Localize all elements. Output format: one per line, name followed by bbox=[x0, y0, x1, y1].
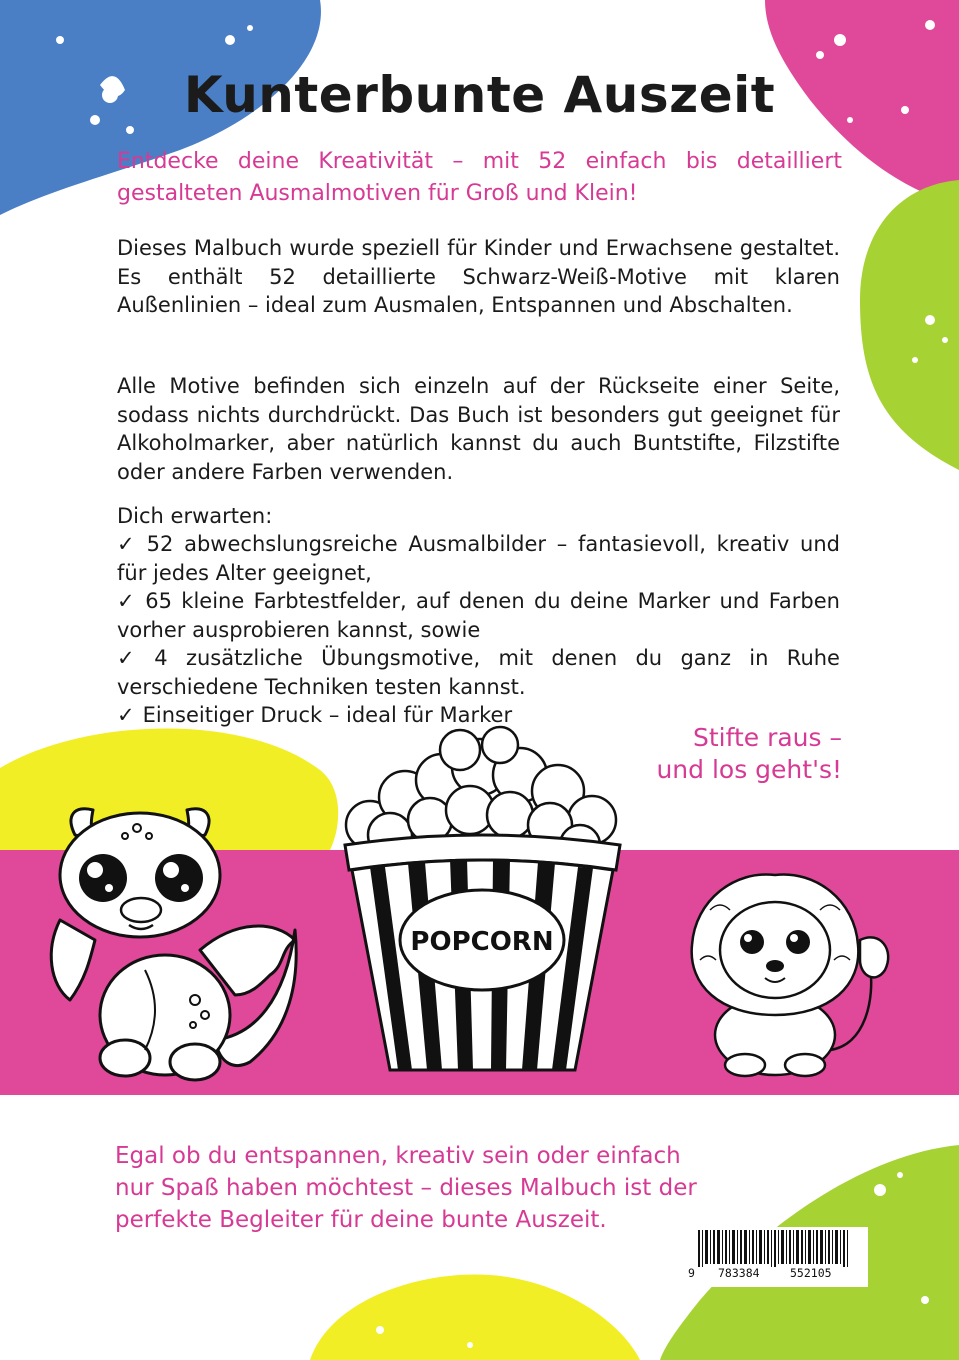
cta-line-1: Stifte raus – bbox=[692, 723, 842, 752]
cta-line-2: und los geht's! bbox=[656, 755, 842, 784]
check-mark-icon: ✓ bbox=[117, 646, 147, 670]
popcorn-bucket-icon bbox=[330, 725, 635, 1075]
lion-cub-icon bbox=[680, 870, 905, 1080]
feature-item: ✓ 4 zusätzliche Übungsmotive, mit denen du ganz in Ruhe verschiedene Techniken testen kannst. bbox=[117, 646, 840, 699]
description-paragraph-2: Alle Motive befinden sich einzeln auf der Rückseite einer Seite, sodass nichts durchdrückt. Das Buch ist besonders gut geeignet für Alkoholmarker, aber natürlich kannst du auch Buntstifte, Filzstifte oder andere Farben verwenden. bbox=[117, 374, 840, 484]
isbn-right-group: 552105 bbox=[790, 1266, 832, 1280]
isbn-number bbox=[688, 1266, 868, 1282]
baby-dragon-icon bbox=[45, 800, 310, 1085]
call-to-action bbox=[600, 722, 842, 786]
check-mark-icon: ✓ bbox=[117, 589, 138, 613]
book-title: Kunterbunte Auszeit bbox=[183, 66, 776, 124]
feature-item: ✓ 52 abwechslungsreiche Ausmalbilder – fantasievoll, kreativ und für jedes Alter geeignet, bbox=[117, 532, 840, 585]
description-paragraph-1: Dieses Malbuch wurde speziell für Kinder und Erwachsene gestaltet. Es enthält 52 detaillierte Schwarz-Weiß-Motive mit klaren Außenlinien – ideal zum Ausmalen, Entspannen und Abschalten. bbox=[117, 236, 840, 317]
yellow-bottom-shape bbox=[310, 1274, 640, 1360]
isbn-lead-digit: 9 bbox=[688, 1266, 695, 1280]
check-mark-icon: ✓ bbox=[117, 532, 139, 556]
intro-text: Entdecke deine Kreativität – mit 52 einfach bis detailliert gestalteten Ausmalmotiven für Groß und Klein! bbox=[117, 149, 842, 206]
barcode-bars bbox=[688, 1227, 868, 1267]
outro-text: Egal ob du entspannen, kreativ sein oder einfach nur Spaß haben möchtest – dieses Malbuch ist der perfekte Begleiter für deine bunte Auszeit. bbox=[115, 1143, 697, 1233]
feature-item: ✓ 65 kleine Farbtestfelder, auf denen du deine Marker und Farben vorher ausprobieren kannst, sowie bbox=[117, 589, 840, 642]
expect-heading: Dich erwarten: bbox=[117, 504, 273, 528]
isbn-left-group: 783384 bbox=[718, 1266, 760, 1280]
check-mark-icon: ✓ bbox=[117, 703, 135, 727]
feature-list bbox=[117, 530, 840, 730]
feature-item: ✓ Einseitiger Druck – ideal für Marker bbox=[117, 703, 513, 727]
popcorn-label: POPCORN bbox=[410, 927, 554, 957]
lime-splash-shape bbox=[860, 180, 959, 470]
